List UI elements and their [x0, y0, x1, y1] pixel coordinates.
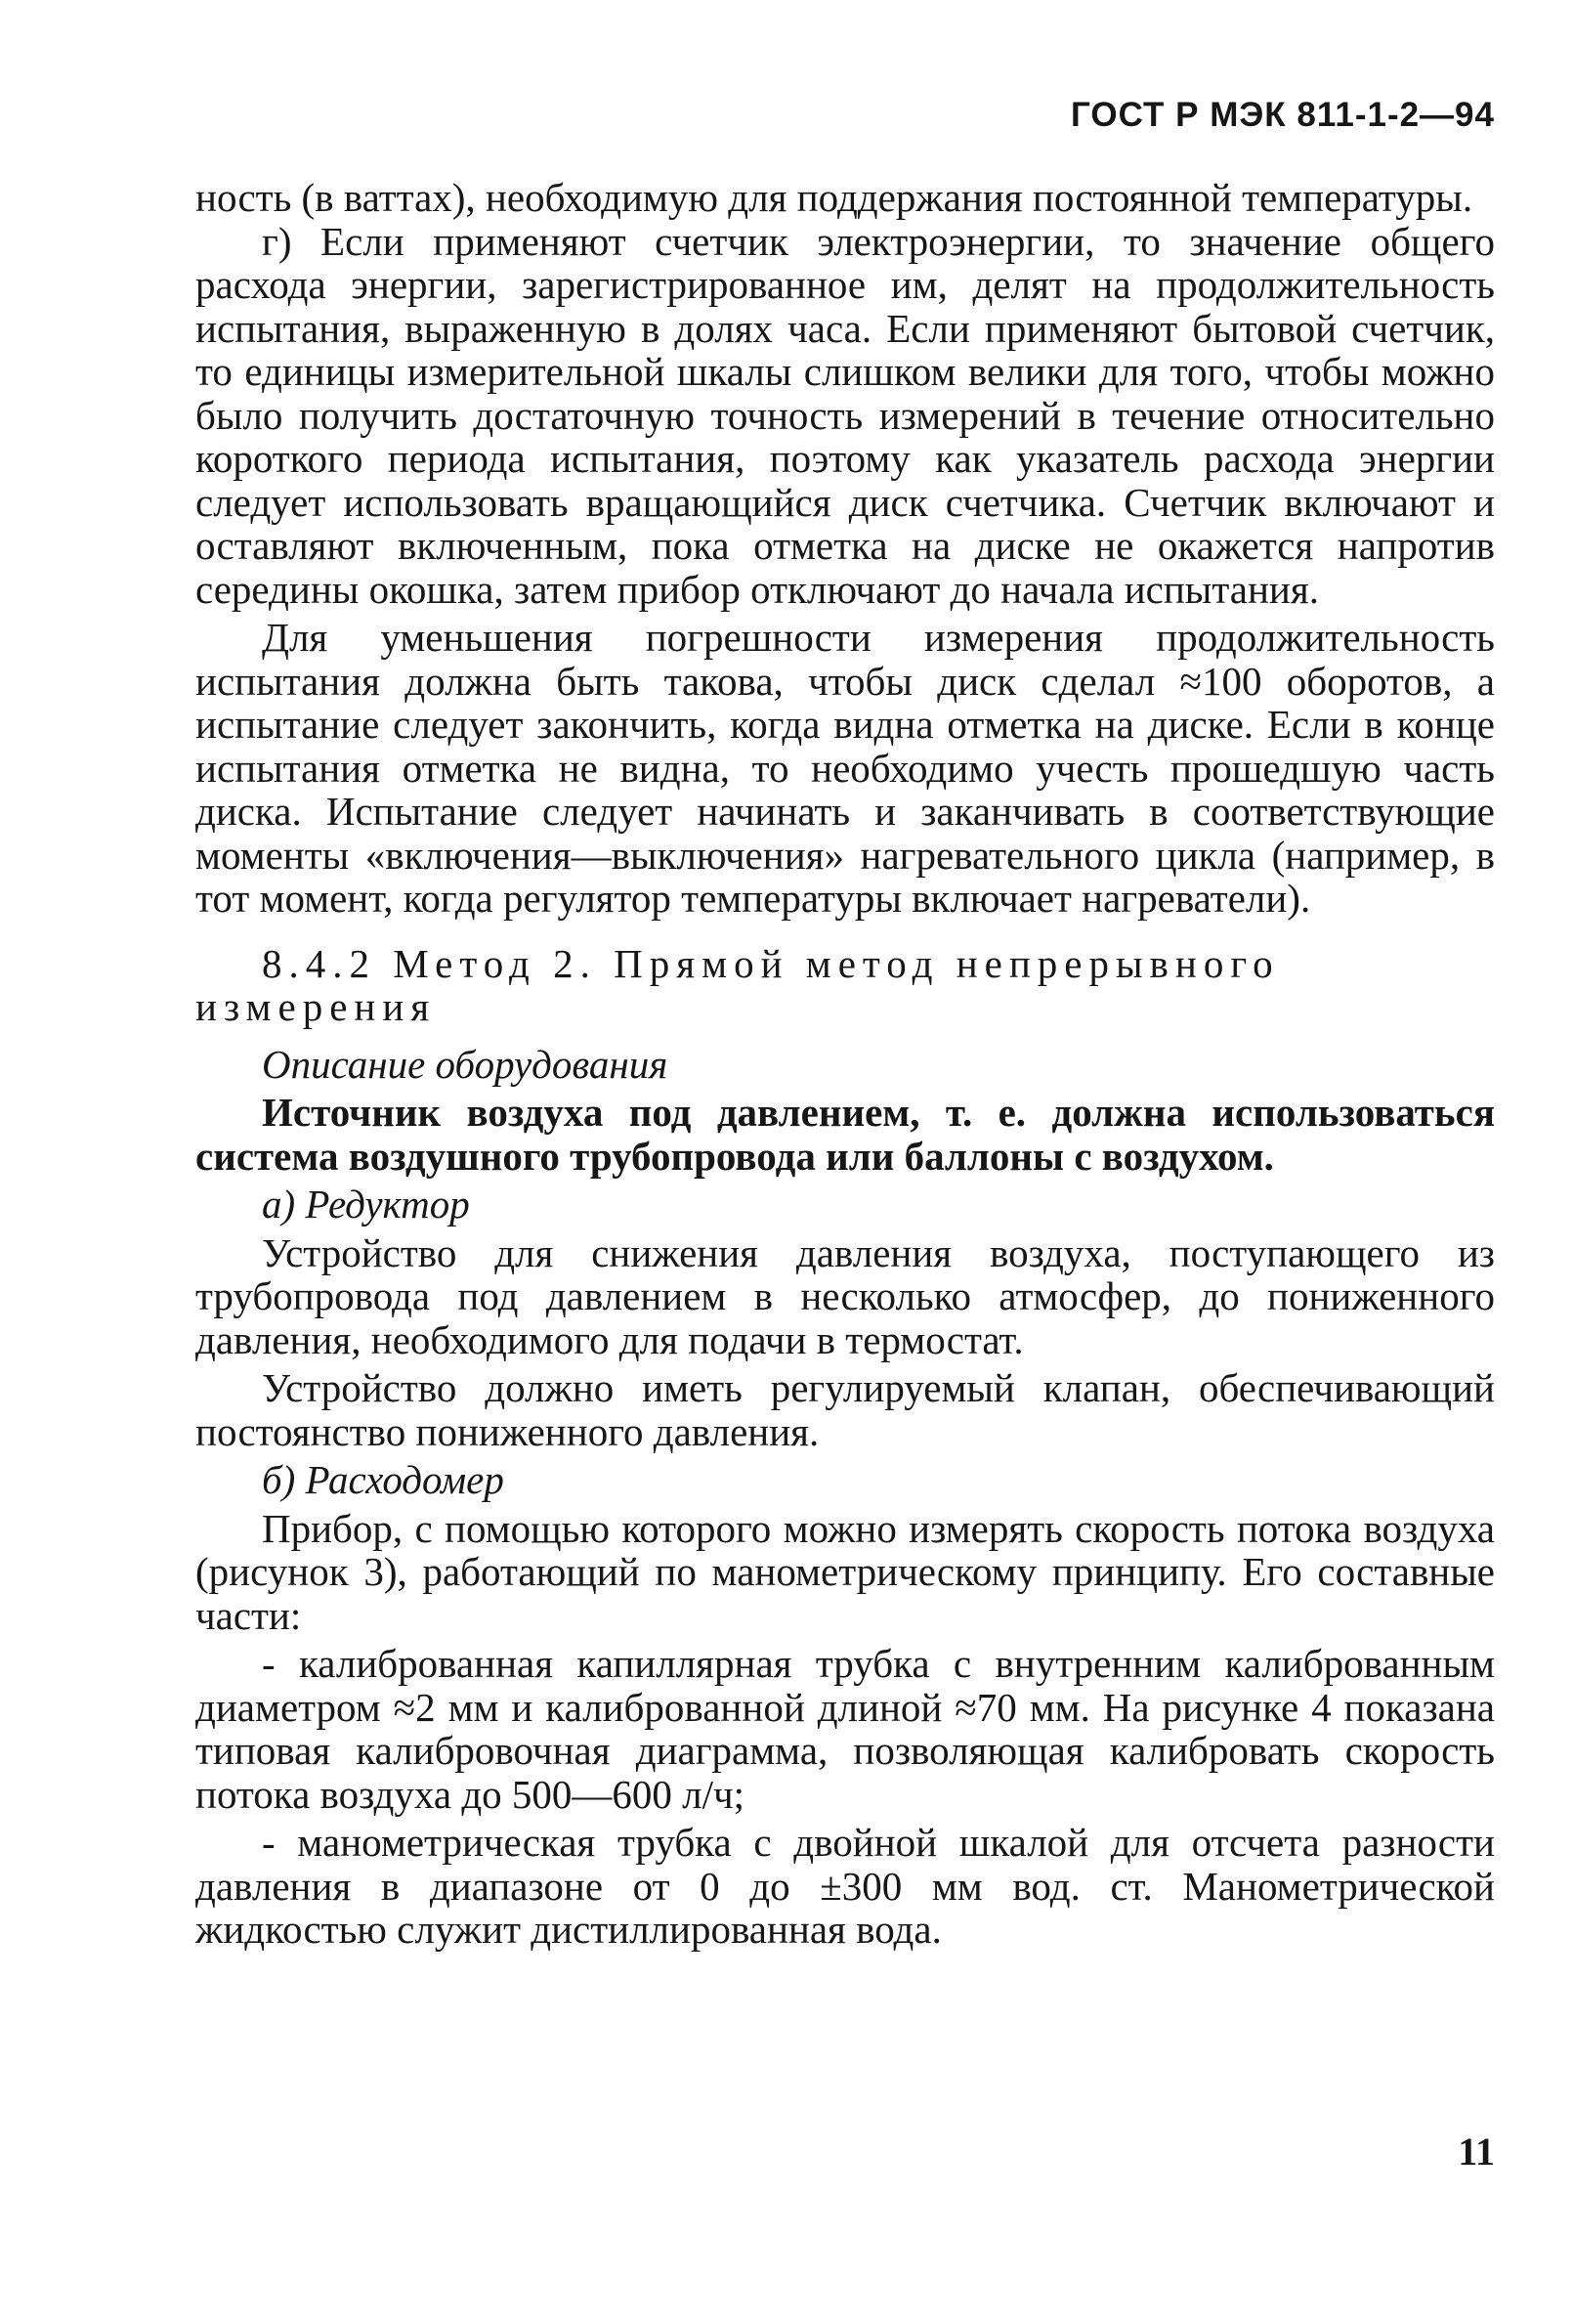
- page-number: 11: [1458, 2130, 1495, 2173]
- paragraph-flowmeter-description: Прибор, с помощью которого можно измерять скорость потока воздуха (рисунок 3), работающий по манометрическому принципу. Его составные части:: [195, 1505, 1495, 1638]
- list-item-manometric-tube: - манометрическая трубка с двойной шкалой для отсчета разности давления в диапазоне от 0 до ±300 мм вод. ст. Манометрической жидкостью служит дистиллированная вода.: [195, 1820, 1495, 1952]
- paragraph-air-source: Источник воздуха под давлением, т. е. должна использоваться система воздушного трубопровода или баллоны с воздухом.: [195, 1090, 1495, 1179]
- paragraph-reducer-description: Устройство для снижения давления воздуха, поступающего из трубопровода под давлением в несколько атмосфер, до пониженного давления, необходимого для подачи в термостат.: [195, 1229, 1495, 1362]
- paragraph-error-reduction: Для уменьшения погрешности измерения продолжительность испытания должна быть такова, чтобы диск сделал ≈100 оборотов, а испытание следует закончить, когда видна отметка на диске. Если в конце испытания отметка не видна, то необходимо учесть прошедшую часть диска. Испытание следует начинать и заканчивать в соответствующие моменты «включения—выключения» нагревательного цикла (например, в тот момент, когда регулятор температуры включает нагреватели).: [195, 615, 1495, 921]
- paragraph-continuation: ность (в ваттах), необходимую для поддержания постоянной температуры.: [195, 175, 1473, 220]
- paragraph-item-g: г) Если применяют счетчик электроэнергии, то значение общего расхода энергии, зарегистрированное им, делят на продолжительность испытания, выраженную в долях часа. Если применяют бытовой счетчик, то единицы измерительной шкалы слишком велики для того, чтобы можно было получить достаточную точность измерений в течение относительно короткого периода испытания, поэтому как указатель расхода энергии следует использовать вращающийся диск счетчика. Счетчик включают и оставляют включенным, пока отметка на диске не окажется напротив середины окошка, затем прибор отключают до начала испытания.: [195, 218, 1495, 612]
- document-page: [195, 94, 1495, 1952]
- document-header: ГОСТ Р МЭК 811-1-2—94: [1071, 96, 1495, 134]
- subheading-reducer: а) Редуктор: [262, 1182, 470, 1227]
- subheading-equipment: Описание оборудования: [262, 1041, 668, 1087]
- paragraph-reducer-valve: Устройство должно иметь регулируемый клапан, обеспечивающий постоянство пониженного давления.: [195, 1365, 1495, 1454]
- section-heading-8-4-2: 8.4.2 Метод 2. Прямой метод непрерывного измерения: [195, 940, 1280, 1029]
- list-item-capillary-tube: - калиброванная капиллярная трубка с внутренним калиброванным диаметром ≈2 мм и калиброванной длиной ≈70 мм. На рисунке 4 показана типовая калибровочная диаграмма, позволяющая калибровать скорость потока воздуха до 500—600 л/ч;: [195, 1641, 1495, 1817]
- subheading-flowmeter: б) Расходомер: [262, 1457, 504, 1502]
